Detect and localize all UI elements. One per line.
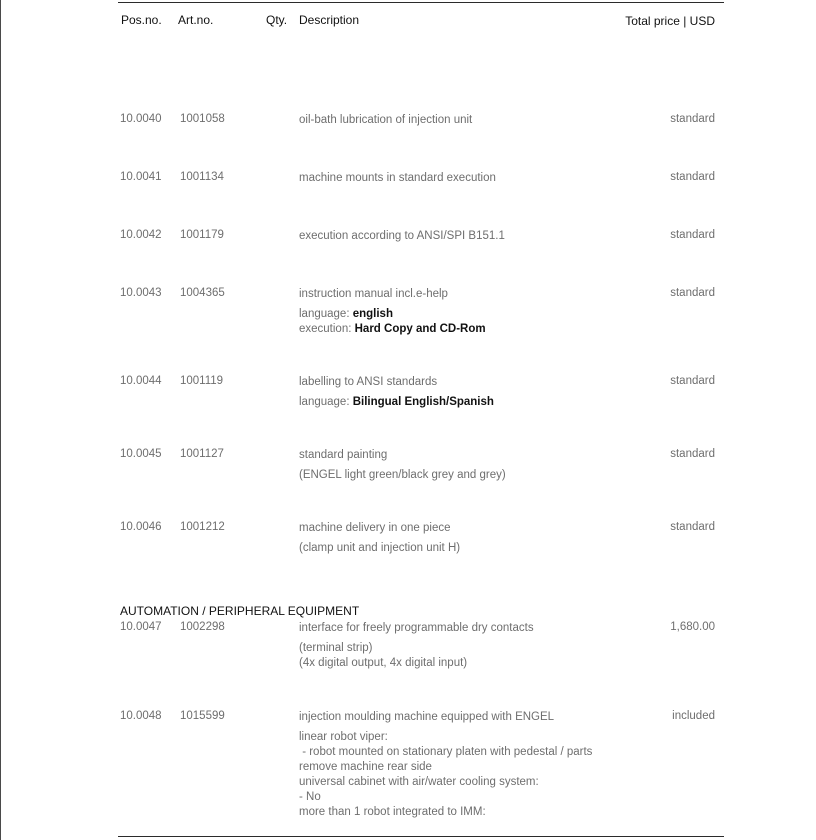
language-value: Bilingual English/Spanish [352, 396, 494, 408]
header-qty: Qty. [266, 13, 288, 27]
row-pos-no: 10.0046 [120, 521, 162, 533]
row-pos-no: 10.0042 [120, 229, 162, 241]
description-line: universal cabinet with air/water cooling system: [299, 776, 539, 788]
row-pos-no: 10.0048 [120, 710, 162, 722]
language-label: language: [299, 396, 353, 408]
row-description [299, 229, 629, 244]
description-text: execution according to ANSI/SPI B151.1 [299, 230, 505, 242]
row-price: 1,680.00 [670, 621, 715, 633]
description-text: oil-bath lubrication of injection unit [299, 114, 473, 126]
row-price: standard [670, 287, 715, 299]
language-line [299, 307, 629, 322]
description-line: more than 1 robot integrated to IMM: [299, 806, 486, 818]
description-note: (ENGEL light green/black grey and grey) [299, 469, 506, 481]
row-description [299, 375, 629, 410]
description-text: interface for freely programmable dry contacts [299, 622, 534, 634]
row-art-no: 1001119 [180, 375, 224, 387]
description-text: instruction manual incl.e-help [299, 288, 448, 300]
row-description [299, 287, 629, 337]
row-price: standard [670, 448, 715, 460]
description-line: - No [299, 791, 321, 803]
row-description [299, 171, 629, 186]
row-art-no: 1004365 [180, 287, 225, 299]
row-pos-no: 10.0045 [120, 448, 162, 460]
description-text: injection moulding machine equipped with ENGEL [299, 711, 555, 723]
execution-line [299, 322, 629, 337]
description-text: standard painting [299, 449, 388, 461]
row-art-no: 1002298 [180, 621, 225, 633]
row-pos-no: 10.0047 [120, 621, 162, 633]
row-art-no: 1001134 [180, 171, 224, 183]
row-pos-no: 10.0041 [120, 171, 162, 183]
row-description [299, 521, 629, 556]
description-line: - robot mounted on stationary platen with pedestal / parts [299, 746, 593, 758]
description-note: (clamp unit and injection unit H) [299, 542, 461, 554]
description-text: labelling to ANSI standards [299, 376, 438, 388]
row-price: included [672, 710, 715, 722]
row-description [299, 113, 629, 128]
row-price: standard [670, 171, 715, 183]
row-price: standard [670, 521, 715, 533]
row-art-no: 1001127 [180, 448, 224, 460]
row-art-no: 1001058 [180, 113, 225, 125]
description-note: (terminal strip) [299, 642, 373, 654]
section-heading: AUTOMATION / PERIPHERAL EQUIPMENT [120, 604, 360, 618]
execution-label: execution: [299, 323, 355, 335]
page-left-edge [0, 0, 1, 840]
language-line [299, 395, 629, 410]
header-art-no: Art.no. [178, 13, 214, 27]
row-art-no: 1015599 [180, 710, 225, 722]
row-description [299, 621, 629, 671]
row-price: standard [670, 113, 715, 125]
description-note: (4x digital output, 4x digital input) [299, 657, 468, 669]
row-pos-no: 10.0044 [120, 375, 162, 387]
row-price: standard [670, 229, 715, 241]
row-description [299, 710, 629, 820]
description-line: remove machine rear side [299, 761, 432, 773]
row-pos-no: 10.0040 [120, 113, 162, 125]
language-label: language: [299, 308, 353, 320]
row-price: standard [670, 375, 715, 387]
header-total-price: Total price | USD [625, 14, 715, 28]
row-art-no: 1001179 [180, 229, 224, 241]
table-top-rule [118, 2, 724, 3]
row-pos-no: 10.0043 [120, 287, 162, 299]
table-bottom-rule [118, 836, 724, 837]
row-art-no: 1001212 [180, 521, 225, 533]
language-value: english [352, 308, 393, 320]
header-description: Description [299, 13, 360, 27]
row-description [299, 448, 629, 483]
header-pos-no: Pos.no. [121, 13, 162, 27]
description-line: linear robot viper: [299, 731, 388, 743]
description-text: machine delivery in one piece [299, 522, 451, 534]
description-text: machine mounts in standard execution [299, 172, 496, 184]
execution-value: Hard Copy and CD-Rom [354, 323, 486, 335]
